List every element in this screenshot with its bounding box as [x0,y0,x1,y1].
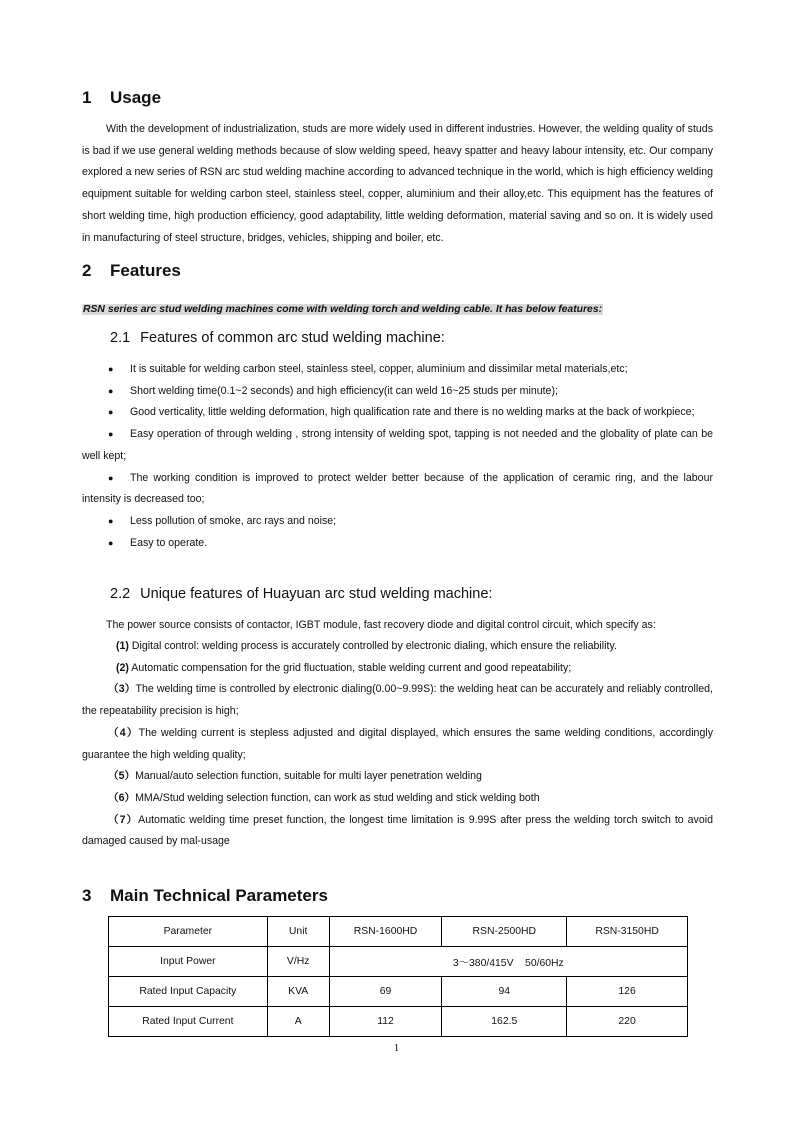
table-row [109,977,688,1007]
table-cell: A [267,1007,329,1037]
table-cell: 126 [567,977,688,1007]
list-item: （6）MMA/Stud welding selection function, can work as stud welding and stick welding both [108,791,540,804]
list-item: ● It is suitable for welding carbon steel, stainless steel, copper, aluminium and dissimilar metal materials,etc; [82,359,713,381]
bullet-icon: ● [108,407,114,418]
list-item: （3）The welding time is controlled by electronic dialing(0.00~9.99S): the welding heat can be accurately and reliably controlled, the repeatability precision is high; [82,683,713,718]
bullet-icon: ● [108,537,114,548]
section-heading-usage [82,88,161,108]
section-title: Features [110,261,181,280]
section-number: 2 [82,261,92,280]
usage-paragraph: With the development of industrialization, studs are more widely used in different industries. However, the welding quality of studs is bad if we use general welding methods because of slow welding speed, heavy spatter and heavy labour intensity, etc. Our company explored a new series of RSN arc stud welding machine according to advanced technique in the world, which is high efficiency welding equipment suitable for welding carbon steel, stainless steel, copper, aluminium and their alloy,etc. This equipment has the features of short welding time, high production efficiency, good adaptability, little welding deformation, material saving and so on. It is widely used in manufacturing of steel structure, bridges, vehicles, shipping and boiler, etc. [82,123,713,244]
table-cell: KVA [267,977,329,1007]
table-cell: Input Power [109,947,268,977]
list-item: (2) Automatic compensation for the grid fluctuation, stable welding current and good repeatability; [116,661,572,674]
table-header-row [109,917,688,947]
table-cell: V/Hz [267,947,329,977]
table-row [109,947,688,977]
list-item: ● Easy to operate. [82,533,713,555]
table-row [109,1007,688,1037]
list-item: （4）The welding current is stepless adjusted and digital displayed, which ensures the same welding conditions, accordingly guarantee the high welding quality; [82,726,713,761]
bullet-icon: ● [108,515,114,526]
subsection-number: 2.1 [110,330,131,346]
table-header: Unit [267,917,329,947]
subsection-number: 2.2 [110,586,131,602]
subsection-title: Unique features of Huayuan arc stud welding machine: [140,586,493,602]
table-header: RSN-2500HD [442,917,567,947]
list-item: ● The working condition is improved to protect welder better because of the application of ceramic ring, and the labour intensity is decreased too; [82,468,713,511]
unique-features-list [82,636,713,853]
table-cell: 112 [329,1007,442,1037]
page-number: 1 [393,1042,400,1054]
list-item: （7）Automatic welding time preset function, the longest time limitation is 9.99S after press the welding torch switch to avoid damaged caused by mal-usage [82,813,713,848]
table-header: RSN-3150HD [567,917,688,947]
common-features-list [82,359,713,554]
section-number: 3 [82,886,92,905]
list-item: ● Easy operation of through welding , strong intensity of welding spot, tapping is not needed and the globality of plate can be well kept; [82,424,713,467]
bullet-icon: ● [108,364,114,374]
list-item: ● Good verticality, little welding deformation, high qualification rate and there is no welding marks at the back of workpiece; [82,402,713,424]
table-cell: Rated Input Current [109,1007,268,1037]
list-item: ● Less pollution of smoke, arc rays and noise; [82,511,713,533]
subsection-title: Features of common arc stud welding machine: [140,330,445,346]
section-title: Usage [110,88,162,107]
unique-features-intro: The power source consists of contactor, IGBT module, fast recovery diode and digital control circuit, which specify as: [106,619,656,631]
subsection-heading-common [110,330,445,346]
bullet-icon: ● [108,385,114,396]
bullet-icon: ● [108,429,114,440]
parameters-table [108,916,688,1037]
table-cell: 162.5 [442,1007,567,1037]
table-cell: 69 [329,977,442,1007]
list-item: (1) Digital control: welding process is accurately controlled by electronic dialing, which ensure the reliability. [116,640,617,652]
list-item: （5）Manual/auto selection function, suitable for multi layer penetration welding [108,770,482,783]
section-number: 1 [82,88,92,107]
table-header: Parameter [109,917,268,947]
table-cell: 220 [567,1007,688,1037]
section-heading-parameters [82,886,328,906]
section-title: Main Technical Parameters [110,886,328,905]
section-heading-features [82,261,181,281]
table-cell: Rated Input Capacity [109,977,268,1007]
table-cell: 94 [442,977,567,1007]
bullet-icon: ● [108,472,114,483]
table-cell: 3～380/415V 50/60Hz [329,947,687,977]
subsection-heading-unique [110,586,492,602]
table-header: RSN-1600HD [329,917,442,947]
list-item: ● Short welding time(0.1~2 seconds) and high efficiency(it can weld 16~25 studs per minute); [82,381,713,403]
features-highlight-note: RSN series arc stud welding machines come with welding torch and welding cable. It has below features: [83,304,603,315]
